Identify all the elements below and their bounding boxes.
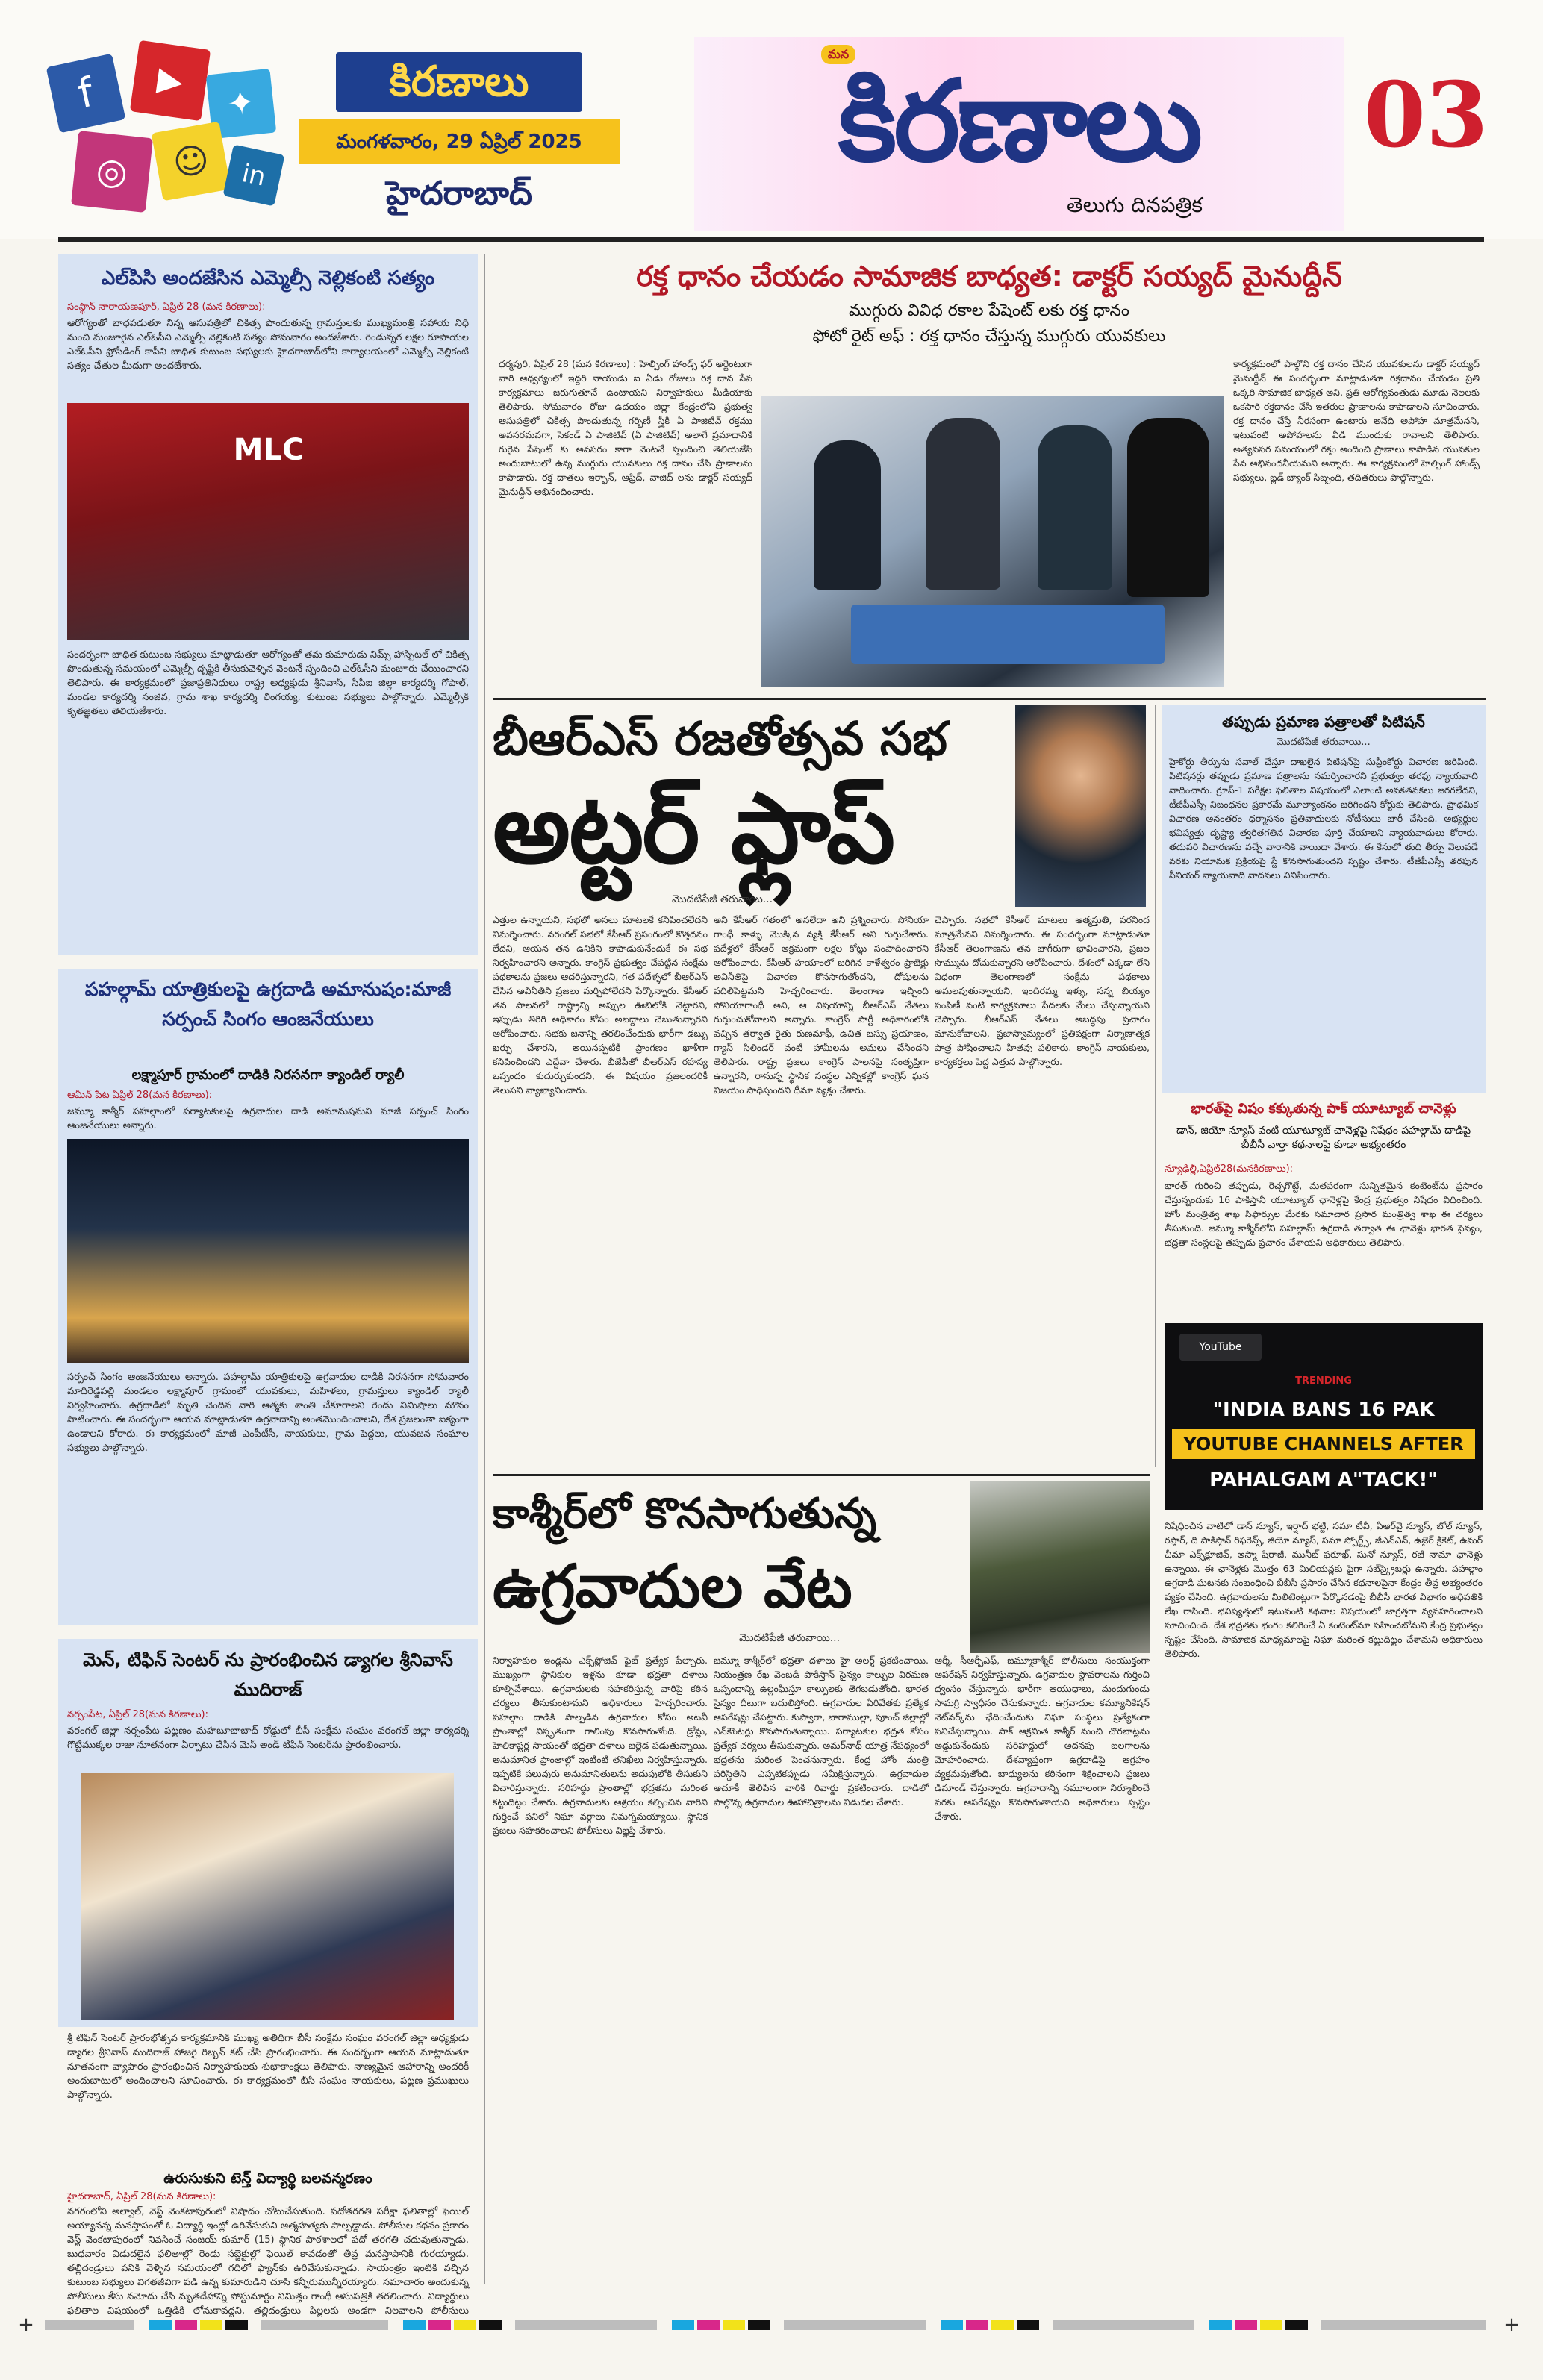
donor-figure-4 xyxy=(1127,418,1209,597)
story-student-body: నగరంలోని అల్వాల్, వెస్ట్ వెంకటాపురంలో విషాదం చోటుచేసుకుంది. పదోతరగతి పరీక్షా ఫలితాల్లో ఫెయిల్ అయ్యానన్న మనస్తాపంతో ఓ విద్యార్థి ఇంట్లో ఉరివేసుకుని ఆత్మహత్యకు పాల్పడ్డాడు. పోలీసుల కథనం ప్రకారం వెస్ట్ వెంకటాపురంలో నివసించే సంజయ్ కుమార్ (15) స్థానిక పాఠశాలలో పదో తరగతి చదువుతున్నాడు. బుధవారం విడుదలైన ఫలితాల్లో రెండు సబ్జెక్టుల్లో ఫెయిల్ కావడంతో తీవ్ర మనస్తాపానికి గురయ్యాడు. తల్లిదండ్రులు పనికి వెళ్ళిన సమయంలో గదిలో ఫ్యాన్‌కు ఉరివేసుకున్నాడు. సాయంత్రం ఇంటికి వచ్చిన కుటుంబ సభ్యులు విగతజీవిగా పడి ఉన్న కుమారుడిని చూసి కన్నీరుమున్నీరయ్యారు. సమాచారం అందుకున్న పోలీసులు కేసు నమోదు చేసి మృతదేహాన్ని పోస్టుమార్టం నిమిత్తం గాంధీ ఆసుపత్రికి తరలించారు. విద్యార్థులు ఫలితాల విషయంలో ఒత్తిడికి లోనుకావద్దని, తల్లిదండ్రులు పిల్లలకు అండగా నిలవాలని పోలీసులు xyxy=(67,2206,469,2317)
story-subhead: డాన్, జియో న్యూస్ వంటి యూట్యూబ్ చానెళ్లపై నిషేధం పహల్గామ్ దాడిపై బీబీసీ వార్తా కథనాలపై కూడా అభ్యంతరం xyxy=(1176,1125,1471,1151)
story-headline: ఎల్‌పిసి అందజేసిన ఎమ్మెల్సీ నెల్లికంటి సత్యం xyxy=(101,267,435,290)
continued-note: మొదటిపేజీ తరువాయి... xyxy=(1277,737,1371,748)
story-subhead: ముగ్గురు వివిధ రకాల పేషెంట్ లకు రక్త ధానం xyxy=(849,302,1129,320)
yellow-swatch xyxy=(723,2320,745,2330)
gray-bar xyxy=(45,2320,134,2330)
cyan-swatch xyxy=(941,2320,963,2330)
black-swatch xyxy=(1017,2320,1039,2330)
story-body-col1: ధర్మపురి, ఏప్రిల్ 28 (మన కిరణాలు) : హెల్పింగ్ హాండ్స్ ఫర్ అర్జెంటుగా వారి ఆధ్వర్యంలో ఇద్దరి నాయుడు ఐ ఏడు రోజులు రక్త దాన సేవ కార్యక్రమాలు జరుగుతూనే ఉంటాయని నిర్వాహకులు మీడియాకు తెలిపారు. సోమవారం రోజు ఉదయం జిల్లా కేంద్రంలోని ప్రభుత్వ ఆసుపత్రిలో చికిత్స పొందుతున్న గర్భిణీ స్త్రీకి ఏ పాజిటివ్ రక్తము అవసరమవగా, సెకండ్ ఏ పాజిటివ్ (ఏ పాజిటివ్) అలాగే ప్రమాదానికి గురైన పేషెంట్ కు అవసరం కాగా వెంటనే స్పందించి తెలియజేసి అందుబాటులో ఉన్న ముగ్గురు యువకులు రక్త దానం చేసి ప్రాణాలను కాపాడారు. రక్త దాతలు ఇర్ఫాన్, ఆఫ్రిద్, వాజిద్ లను డాక్టర్ సయ్యద్ మైనుద్దీన్ అభినందించారు. xyxy=(499,358,752,497)
twitter-cube-icon: ✦ xyxy=(206,69,277,140)
donor-figure-1 xyxy=(814,440,881,590)
story-body-col2: అని కేసీఆర్ గతంలో అనలేదా అని ప్రశ్నించారు. సోనియా గాంధీ కాళ్ళు మొక్కిన వ్యక్తి కేసీఆర్ అని గుర్తుచేశారు. పదేళ్లలో కేసీఆర్ అక్రమంగా లక్షల కోట్లు సంపాదించారని ఆరోపించారు. కేసీఆర్ హయాంలో జరిగిన కాళేశ్వరం ప్రాజెక్టు అవినీతిపై విచారణ కొనసాగుతోందని, దోషులను వదిలిపెట్టమని హెచ్చరించారు. తెలంగాణ ఇచ్చింది సోనియాగాంధీ అని, ఆ విషయాన్ని బీఆర్ఎస్ నేతలు గుర్తుంచుకోవాలని అన్నారు. కాంగ్రెస్ పార్టీ అధికారంలోకి వచ్చిన తర్వాత రైతు రుణమాఫీ, ఉచిత బస్సు ప్రయాణం, గ్యాస్ సిలిండర్ వంటి హామీలను అమలు చేసిందని తెలిపారు. రాష్ట్ర ప్రజలు కాంగ్రెస్ పాలనపై సంతృప్తిగా ఉన్నారని, రానున్న స్థానిక సంస్థల ఎన్నికల్లో కాంగ్రెస్ ఘన విజయం సాధిస్తుందని ధీమా వ్యక్తం చేశారు. xyxy=(714,914,929,1096)
registration-mark-icon: + xyxy=(18,2314,34,2336)
story-headline: తప్పుడు ప్రమాణ పత్రాలతో పిటిషన్ xyxy=(1222,713,1425,731)
story-tiffin-body-continued: శ్రీ టిఫిన్ సెంటర్ ప్రారంభోత్సవ కార్యక్రమానికి ముఖ్య అతిథిగా బీసీ సంక్షేమ సంఘం వరంగల్ జిల్లా అధ్యక్షుడు డ్యాగల శ్రీనివాస్ ముదిరాజ్ హాజరై రిబ్బన్ కట్ చేసి ప్రారంభించారు. ఈ సందర్భంగా ఆయన మాట్లాడుతూ నూతనంగా వ్యాపారం ప్రారంభించిన నిర్వాహకులకు శుభాకాంక్షలు తెలిపారు. నాణ్యమైన ఆహారాన్ని అందరికీ అందుబాటులో అందించాలని సూచించారు. ఈ కార్యక్రమంలో బీసీ సంఘం నాయకులు, పట్టణ ప్రముఖులు పాల్గొన్నారు. xyxy=(67,2033,469,2101)
youtube-ban-graphic xyxy=(1165,1323,1483,1510)
story-body-col2: జమ్మూ కాశ్మీర్‌లో భద్రతా దళాలు హై అలర్ట్ ప్రకటించాయి. నియంత్రణ రేఖ వెంబడి పాకిస్తాన్ సైన్యం కాల్పుల విరమణ ఒప్పందాన్ని ఉల్లంఘిస్తూ కాల్పులకు తెగబడుతోంది. భారత సైన్యం దీటుగా బదులిస్తోంది. ఉగ్రవాదుల ఏరివేతకు ప్రత్యేక ఆపరేషన్లు చేపట్టారు. కుప్వారా, బారాముల్లా, పూంచ్ జిల్లాల్లో ఎన్‌కౌంటర్లు కొనసాగుతున్నాయి. పర్యాటకుల భద్రత కోసం ప్రత్యేక చర్యలు తీసుకున్నారు. అమర్‌నాథ్ యాత్ర నేపథ్యంలో భద్రతను మరింత పెంచనున్నారు. కేంద్ర హోం మంత్రి పరిస్థితిని ఎప్పటికప్పుడు సమీక్షిస్తున్నారు. ఉగ్రవాదుల ఆచూకీ తెలిపిన వారికి రివార్డు ప్రకటించారు. దాడిలో పాల్గొన్న ఉగ్రవాదుల ఊహాచిత్రాలను విడుదల చేశారు. xyxy=(714,1655,929,1808)
story-body: జమ్మూ కాశ్మీర్ పహల్గాంలో పర్యాటకులపై ఉగ్రవాదుల దాడి అమానుషమని మాజీ సర్పంచ్ సింగం ఆంజనేయులు అన్నారు. xyxy=(67,1106,469,1131)
magenta-swatch xyxy=(697,2320,720,2330)
story-pahalgam-rally xyxy=(58,969,478,1625)
cyan-swatch xyxy=(672,2320,694,2330)
column-divider-right xyxy=(1155,705,1156,1467)
mlc-event-photo xyxy=(67,403,469,640)
masthead xyxy=(0,0,1543,239)
story-body: వరంగల్ జిల్లా నర్సంపేట పట్టణం మహబూబాబాద్ రోడ్డులో బీసీ సంక్షేమ సంఘం వరంగల్ జిల్లా కార్యదర్శి గొట్టిముక్కల రాజు నూతనంగా ఏర్పాటు చేసిన మెస్ అండ్ టిఫిన్ సెంటర్‌ను ప్రారంభించారు. xyxy=(67,1725,469,1751)
story-body-col3: ఆర్మీ, సీఆర్పీఎఫ్, జమ్మూకాశ్మీర్ పోలీసులు సంయుక్తంగా ఆపరేషన్ నిర్వహిస్తున్నారు. ఉగ్రవాదుల స్థావరాలను గుర్తించి ధ్వంసం చేస్తున్నారు. భారీగా ఆయుధాలు, మందుగుండు సామగ్రి స్వాధీనం చేసుకున్నారు. ఉగ్రవాదుల కమ్యూనికేషన్ నెట్‌వర్క్‌ను ఛేదించేందుకు నిఘా సంస్థలు ప్రత్యేకంగా పనిచేస్తున్నాయి. పాక్ ఆక్రమిత కాశ్మీర్ నుంచి చొరబాట్లను అడ్డుకునేందుకు సరిహద్దులో అదనపు బలగాలను మోహరించారు. దేశవ్యాప్తంగా ఉగ్రదాడిపై ఆగ్రహం వ్యక్తమవుతోంది. బాధ్యులను కఠినంగా శిక్షించాలని ప్రజలు డిమాండ్ చేస్తున్నారు. ఉగ్రవాదాన్ని సమూలంగా నిర్మూలించే వరకు ఆపరేషన్లు కొనసాగుతాయని అధికారులు స్పష్టం చేశారు. xyxy=(935,1655,1150,1822)
overlay-line3: PAHALGAM A"TACK!" xyxy=(1209,1469,1438,1491)
donor-figure-2 xyxy=(926,418,1000,590)
story-body: ఆరోగ్యంతో బాధపడుతూ నిన్న ఆసుపత్రిలో చికిత్స పొందుతున్న గ్రామస్తులకు ముఖ్యమంత్రి సహాయ నిధి నుంచి మంజూరైన ఎల్‌ఓసీని ఎమ్మెల్సీ నెల్లికంటి సత్యం సోమవారం అందజేశారు. రెండున్నర లక్షల రూపాయల ఎల్‌ఓసీని ఫ్రోసీడింగ్ కాపీని బాధిత కుటుంబ సభ్యులకు హైదరాబాద్‌లోని కార్యాలయంలో ఎమ్మెల్సీ నెల్లికంటి సత్యం చేతుల మీదుగా అందజేశారు. xyxy=(67,318,469,372)
banner-text: MLC xyxy=(233,433,305,467)
overlay-line1: "INDIA BANS 16 PAK xyxy=(1212,1399,1435,1421)
magenta-swatch xyxy=(175,2320,197,2330)
section-divider xyxy=(493,1474,1150,1476)
city-label: హైదరాబాద్ xyxy=(386,175,532,213)
yellow-swatch xyxy=(991,2320,1014,2330)
masthead-divider xyxy=(58,237,1484,242)
continued-note: మొదటిపేజీ తరువాయి... xyxy=(739,1632,841,1644)
security-forces-photo xyxy=(970,1481,1150,1653)
date-banner: మంగళవారం, 29 ఏప్రిల్ 2025 xyxy=(299,119,620,164)
story-headline: మెన్, టిఫిన్ సెంటర్ ను ప్రారంభించిన డ్యాగల శ్రీనివాస్ ముదిరాజ్ xyxy=(83,1649,453,1700)
section-divider xyxy=(493,698,1486,700)
story-mlc-lpc xyxy=(58,254,478,955)
story-dateline: న్యూఢిల్లీ,ఏప్రిల్28(మనకిరణాలు): xyxy=(1165,1164,1294,1175)
brs-story xyxy=(493,705,1150,1467)
pak-youtube-story xyxy=(1162,1101,1486,1511)
youtube-logo-icon: YouTube xyxy=(1179,1334,1262,1361)
donor-figure-3 xyxy=(1038,425,1112,590)
page-number: 03 xyxy=(1363,63,1489,168)
magenta-swatch xyxy=(428,2320,451,2330)
main-logo: కిరణాలు xyxy=(838,57,1200,187)
black-swatch xyxy=(748,2320,770,2330)
yellow-swatch xyxy=(200,2320,222,2330)
story-dateline: సంస్థాన్ నారాయణపూర్, ఏప్రిల్ 28 (మన కిరణాలు): xyxy=(67,302,266,313)
logo-badge: మన xyxy=(821,45,855,64)
yellow-swatch xyxy=(1260,2320,1282,2330)
gray-bar xyxy=(515,2320,657,2330)
story-body-col3: కార్యక్రమంలో పాల్గొని రక్త దానం చేసిన యువకులను డాక్టర్ సయ్యద్ మైనుద్దీన్ ఈ సందర్భంగా మాట్లాడుతూ రక్తదానం చేయడం ప్రతి ఒక్కరి సామాజిక బాధ్యత అని, ప్రతి ఆరోగ్యవంతుడు మూడు నెలలకు ఒకసారి రక్తదానం చేసి ఇతరుల ప్రాణాలను కాపాడాలని సూచించారు. రక్త దానం చేస్తే నీరసంగా ఉంటారు అనేది అపోహ మాత్రమేనని, ఇటువంటి అపోహలను వీడి ముందుకు రావాలని తెలిపారు. అత్యవసర సమయంలో రక్తం అందించి ప్రాణాలు కాపాడిన యువకుల సేవ అభినందనీయమని అన్నారు. ఈ కార్యక్రమంలో హెల్పింగ్ హాండ్స్ సభ్యులు, బ్లడ్ బ్యాంక్ సిబ్బంది, తదితరులు పాల్గొన్నారు. xyxy=(1233,358,1480,483)
story-body: భారత్ గురించి తప్పుడు, రెచ్చగొట్టే, మతపరంగా సున్నితమైన కంటెంట్‌ను ప్రసారం చేస్తున్నందుకు 16 పాకిస్తానీ యూట్యూబ్ ఛానెళ్లపై కేంద్ర ప్రభుత్వం నిషేధం విధించింది. హోం మంత్రిత్వ శాఖ సిఫార్సుల మేరకు సమాచార ప్రసార మంత్రిత్వ శాఖ ఈ చర్యలు తీసుకుంది. జమ్మూ కాశ్మీర్‌లోని పహల్గామ్ ఉగ్రదాడి తర్వాత ఈ ఛానెళ్లు భారత సైన్యం, భద్రతా సంస్థలపై తప్పుడు ప్రచారం చేశాయని అధికారులు తెలిపారు. xyxy=(1165,1180,1483,1248)
story-subhead: లక్ష్మాపూర్ గ్రామంలో దాడికి నిరసనగా క్యాండిల్ ర్యాలీ xyxy=(131,1067,405,1083)
gray-bar xyxy=(261,2320,388,2330)
story-body-continued: సర్పంచ్ సింగం ఆంజనేయులు అన్నారు. పహల్గామ్ యాత్రికులపై ఉగ్రవాదుల దాడికి నిరసనగా సోమవారం మాదిరెడ్డిపల్లి మండలం లక్ష్మాపూర్ గ్రామంలో యువకులు, మహిళలు, గ్రామస్తులు క్యాండిల్ ర్యాలీ నిర్వహించారు. ఉగ్రదాడిలో మృతి చెందిన వారి ఆత్మకు శాంతి చేకూరాలని రెండు నిమిషాలు మౌనం పాటించారు. ఈ సందర్భంగా ఆయన మాట్లాడుతూ ఉగ్రవాదాన్ని అంతమొందించాలని, దేశ ప్రజలంతా ఐక్యంగా ఉండాలని కోరారు. ఈ కార్యక్రమంలో మాజీ ఎంపీటీసీ, నాయకులు, గ్రామ పెద్దలు, యువజన సంఘాల సభ్యులు పాల్గొన్నారు. xyxy=(67,1372,469,1454)
youtube-cube-icon: ▶ xyxy=(130,40,211,121)
snapchat-cube-icon: ☺ xyxy=(152,122,231,202)
photo-caption: ఫోటో రైట్ అఫ్ : రక్త ధానం చేస్తున్న ముగ్గురు యువకులు xyxy=(812,327,1166,346)
continued-note: మొదటిపేజీ తరువాయి... xyxy=(672,893,773,905)
print-registration-strip xyxy=(15,2314,1528,2336)
story-headline: భారత్‌పై విషం కక్కుతున్న పాక్ యూట్యూబ్ చానెళ్లు xyxy=(1191,1101,1456,1116)
cyan-swatch xyxy=(149,2320,172,2330)
blood-donation-photo xyxy=(761,396,1224,687)
black-swatch xyxy=(1285,2320,1308,2330)
story-student-headline: ఉరుసుకుని టెన్త్ విద్యార్థి బలవన్మరణం xyxy=(163,2170,372,2187)
blood-donation-story xyxy=(493,254,1486,694)
pak-youtube-body-continued: నిషేధించిన వాటిలో డాన్ న్యూస్, ఇర్షాద్ భట్టి, సమా టీవీ, ఏఆర్‌వై న్యూస్, బోల్ న్యూస్, రఫ్తార్, ది పాకిస్తాన్ రిఫరెన్స్, జియో న్యూస్, సమా స్పోర్ట్స్, జీఎన్ఎన్, ఉజైర్ క్రికెట్, ఉమర్ చీమా ఎక్స్‌క్లూజివ్, అస్మా షిరాజీ, మునీబ్ ఫరూఖ్, సునో న్యూస్, రజీ నామా ఛానెళ్లు ఉన్నాయి. ఈ ఛానెళ్లకు మొత్తం 63 మిలియన్లకు పైగా సబ్‌స్క్రైబర్లు ఉన్నారు. పహల్గాం ఉగ్రదాడి ఘటనకు సంబంధించి బీబీసీ ప్రసారం చేసిన కథనాలపైనా కేంద్రం తీవ్ర అభ్యంతరం వ్యక్తం చేసింది. ఉగ్రవాదులను మిలిటెంట్లుగా పేర్కొనడంపై బీబీసీ భారత విభాగం అధిపతికి లేఖ రాసింది. భవిష్యత్తులో ఇటువంటి కథనాల విషయంలో జాగ్రత్తగా వ్యవహరించాలని సూచించింది. దేశ భద్రతకు భంగం కలిగించే ఏ కంటెంట్‌నూ సహించబోమని కేంద్ర ప్రభుత్వం స్పష్టం చేసింది. సామాజిక మాధ్యమాలపై నిఘా మరింత కట్టుదిట్టం చేశామని అధికారులు తెలిపారు. xyxy=(1165,1520,1483,1659)
yellow-swatch xyxy=(454,2320,476,2330)
registration-mark-icon: + xyxy=(1503,2314,1520,2336)
candle-rally-photo xyxy=(67,1139,469,1363)
magenta-swatch xyxy=(1235,2320,1257,2330)
story-kicker: బీఆర్ఎస్ రజతోత్సవ సభ xyxy=(493,711,947,766)
story-headline-line2: ఉగ్రవాదుల వేట xyxy=(493,1552,852,1621)
politician-portrait xyxy=(1015,705,1146,907)
story-dateline: ఆమీన్ పేట ఏప్రిల్ 28(మన కిరణాలు): xyxy=(67,1090,213,1101)
magenta-swatch xyxy=(966,2320,988,2330)
petition-story xyxy=(1162,705,1486,1093)
facebook-cube-icon: f xyxy=(46,54,126,134)
gray-bar xyxy=(1321,2320,1486,2330)
bed xyxy=(851,605,1165,664)
story-body-continued: సందర్భంగా బాధిత కుటుంబ సభ్యులు మాట్లాడుతూ ఆరోగ్యంతో తమ కుమారుడు నిమ్స్ హాస్పిటల్ లో చికిత్స పొందుతున్న సమయంలో ఎమ్మెల్సీ దృష్టికి తీసుకువెళ్ళిన వెంటనే స్పందించి ఎల్‌ఓసీని మంజూరు చేయించారని తెలిపారు. ఈ కార్యక్రమంలో ప్రజాప్రతినిధులు రాష్ట్ర అధ్యక్షుడు శ్రీనివాస్, సీపీఐ జిల్లా కార్యదర్శి గోపాల్, మండల కార్యదర్శి సంజీవ, గ్రామ శాఖ కార్యదర్శి లింగయ్య, కుటుంబ సభ్యులు పాల్గొన్నారు. ఎమ్మెల్సీకి కృతజ్ఞతలు తెలియజేశారు. xyxy=(67,649,469,717)
column-divider xyxy=(484,254,485,2284)
story-headline: రక్త ధానం చేయడం సామాజిక బాధ్యత: డాక్టర్ సయ్యద్ మైనుద్దీన్ xyxy=(636,260,1342,293)
tiffin-opening-photo xyxy=(81,1773,454,2020)
kashmir-story xyxy=(493,1474,1150,2280)
story-headline-line1: కాశ్మీర్‌లో కొనసాగుతున్న xyxy=(493,1490,876,1538)
story-body-col1: ఎత్తుల ఉన్నాయని, సభలో అసలు మాటలకే కనిపించలేదని విమర్శించారు. వరంగల్ సభలో కేసీఆర్ ప్రసంగంలో కొత్తదనం లేదని, ఆయన తన ఉనికిని కాపాడుకునేందుకే ఈ సభ నిర్వహించారని అన్నారు. కాంగ్రెస్ ప్రభుత్వం చేపట్టిన సంక్షేమ పథకాలను ప్రజలు ఆదరిస్తున్నారని, గత పదేళ్ళలో బీఆర్ఎస్ చేసిన అవినీతిని ప్రజలు మర్చిపోలేదని పేర్కొన్నారు. కేసీఆర్ తన పాలనలో రాష్ట్రాన్ని అప్పుల ఊబిలోకి నెట్టారని, ఇప్పుడు తిరిగి అధికారం కోసం అబద్దాలు చెబుతున్నారని ఆరోపించారు. సభకు జనాన్ని తరలించేందుకు భారీగా డబ్బు ఖర్చు చేశారని, అయినప్పటికీ ప్రాంగణం ఖాళీగా కనిపించిందని ఎద్దేవా చేశారు. బీజేపీతో బీఆర్ఎస్ రహస్య ఒప్పందం కుదుర్చుకుందని, ఈ విషయం ప్రజలందరికీ తెలుసని వ్యాఖ్యానించారు. xyxy=(493,914,708,1096)
story-headline: అట్టర్ ఫ్లాప్ xyxy=(493,772,894,885)
small-logo-block xyxy=(299,52,620,224)
instagram-cube-icon: ◎ xyxy=(71,131,153,213)
black-swatch xyxy=(225,2320,248,2330)
left-column xyxy=(58,254,478,2317)
gray-bar xyxy=(784,2320,926,2330)
trending-label: TRENDING xyxy=(1295,1375,1352,1387)
black-swatch xyxy=(479,2320,502,2330)
social-cubes-graphic xyxy=(45,45,284,231)
cyan-swatch xyxy=(403,2320,426,2330)
story-student-dateline: హైదరాబాద్, ఏప్రిల్ 28(మన కిరణాలు): xyxy=(67,2191,216,2202)
story-headline: పహల్గామ్ యాత్రికులపై ఉగ్రదాడి అమానుషం:మాజీ సర్పంచ్ సింగం ఆంజనేయులు xyxy=(84,978,452,1030)
story-body-col1: నిర్వాహకుల ఇండ్లను ఎక్స్‌ప్లోజివ్ ఫైజ్ ప్రత్యేక పేల్చారు. ముఖ్యంగా స్థానికుల ఇళ్లను కూడా భద్రతా దళాలు కూల్చివేశాయి. ఉగ్రవాదులకు సహకరిస్తున్న వారిపై కఠిన చర్యలు తీసుకుంటామని అధికారులు హెచ్చరించారు. పహల్గాం దాడికి పాల్పడిన ఉగ్రవాదుల కోసం అటవీ ప్రాంతాల్లో విస్తృతంగా గాలింపు కొనసాగుతోంది. డ్రోన్లు, హెలికాప్టర్ల సాయంతో భద్రతా దళాలు జల్లెడ పడుతున్నాయి. అనుమానిత ప్రాంతాల్లో ఇంటింటి తనిఖీలు నిర్వహిస్తున్నారు. ఇప్పటికే పలువురు అనుమానితులను అదుపులోకి తీసుకుని విచారిస్తున్నారు. సరిహద్దు ప్రాంతాల్లో భద్రతను మరింత కట్టుదిట్టం చేశారు. ఉగ్రవాదులకు ఆశ్రయం కల్పించిన వారిని గుర్తించే పనిలో నిఘా వర్గాలు నిమగ్నమయ్యాయి. స్థానిక ప్రజలు సహకరించాలని పోలీసులు విజ్ఞప్తి చేశారు. xyxy=(493,1655,708,1836)
tagline: తెలుగు దినపత్రిక xyxy=(1066,193,1203,217)
cyan-swatch xyxy=(1209,2320,1232,2330)
linkedin-cube-icon: in xyxy=(222,144,284,206)
story-tiffin-center xyxy=(58,1639,478,2027)
overlay-line2: YOUTUBE CHANNELS AFTER xyxy=(1172,1429,1475,1459)
story-dateline: నర్సంపేట, ఏప్రిల్ 28(మన కిరణాలు): xyxy=(67,1709,208,1720)
small-logo: కిరణాలు xyxy=(336,52,582,112)
main-logo-area xyxy=(694,37,1344,231)
story-body-col3: చెప్పారు. సభలో కేసీఆర్ మాటలు ఆత్మస్తుతి, పరనింద మాత్రమేనని విమర్శించారు. ఈ సందర్భంగా మాట్లాడుతూ కేసీఆర్ తెలంగాణను తన జాగీరుగా భావించారని, ప్రజల సొమ్మును దోచుకున్నారని ఆరోపించారు. దేశంలో ఎక్కడా లేని విధంగా తెలంగాణలో సంక్షేమ పథకాలు అమలవుతున్నాయని, ఇందిరమ్మ ఇళ్ళు, సన్న బియ్యం పంపిణీ వంటి కార్యక్రమాలు పేదలకు మేలు చేస్తున్నాయని చెప్పారు. బీఆర్ఎస్ నేతలు అబద్ధపు ప్రచారం మానుకోవాలని, ప్రజాస్వామ్యంలో ప్రతిపక్షంగా నిర్మాణాత్మక పాత్ర పోషించాలని హితవు పలికారు. కాంగ్రెస్ నాయకులు, కార్యకర్తలు పెద్ద ఎత్తున పాల్గొన్నారు. xyxy=(935,914,1150,1067)
story-body: హైకోర్టు తీర్పును సవాల్ చేస్తూ దాఖలైన పిటిషన్‌పై సుప్రీంకోర్టు విచారణ జరిపింది. పిటిషనర్లు తప్పుడు ప్రమాణ పత్రాలను సమర్పించారని ప్రభుత్వం తరఫు న్యాయవాది వాదించారు. గ్రూప్-1 పరీక్షల ఫలితాల విషయంలో ఎలాంటి అవకతవకలు జరగలేదని, టీజీపీఎస్సీ నిబంధనల ప్రకారమే మూల్యాంకనం జరిగిందని కోర్టుకు తెలిపారు. ప్రాథమిక విచారణ అనంతరం ధర్మాసనం ప్రతివాదులకు నోటీసులు జారీ చేసింది. అభ్యర్థుల భవిష్యత్తు దృష్ట్యా త్వరితగతిన విచారణ పూర్తి చేయాలని న్యాయవాదులు కోరారు. తదుపరి విచారణను వచ్చే వారానికి వాయిదా వేశారు. ఈ కేసులో తుది తీర్పు వెలువడే వరకు నియామక ప్రక్రియపై స్టే కొనసాగుతుందని స్పష్టం చేశారు. టీజీపీఎస్సీ తరఫున సీనియర్ న్యాయవాది వాదనలు వినిపించారు. xyxy=(1169,756,1478,881)
gray-bar xyxy=(1053,2320,1194,2330)
